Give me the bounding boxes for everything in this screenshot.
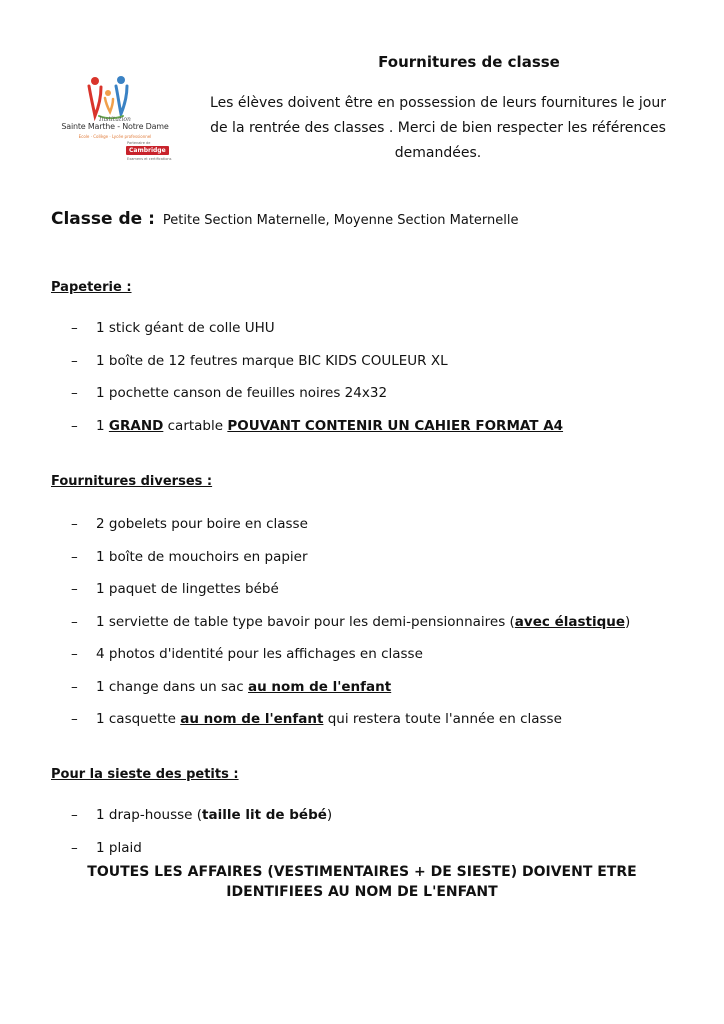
section-papeterie: [51, 278, 563, 448]
list-item: [51, 677, 630, 710]
item-text: ): [625, 613, 631, 630]
supply-list: [51, 318, 563, 448]
section-sieste: [51, 765, 332, 870]
intro-line: demandées.: [394, 145, 482, 161]
item-text: 1 boîte de mouchoirs en papier: [96, 548, 308, 565]
list-item: [51, 383, 563, 416]
logo-tagline: Ecole · Collège · Lycée professionnel: [78, 134, 152, 139]
dash-bullet: –: [71, 417, 78, 434]
list-item: [51, 644, 630, 677]
list-item: [51, 547, 630, 580]
dash-bullet: –: [71, 807, 78, 823]
class-value: Petite Section Maternelle, Moyenne Section Maternelle: [162, 213, 519, 228]
item-text: 1 boîte de 12 feutres marque BIC KIDS COULEUR XL: [96, 352, 448, 369]
dash-bullet: –: [71, 613, 78, 630]
item-emphasis: au nom de l'enfant: [248, 678, 392, 695]
intro-line: de la rentrée des classes . Merci de bien respecter les références: [210, 120, 666, 136]
item-text: 1 pochette canson de feuilles noires 24x32: [96, 385, 388, 401]
page-title: Fournitures de classe: [378, 53, 560, 71]
dash-bullet: –: [71, 581, 78, 597]
item-text: 1 serviette de table type bavoir pour les demi-pensionnaires (: [96, 613, 515, 630]
footer-notice: [60, 862, 664, 902]
dash-bullet: –: [71, 678, 78, 695]
logo-script-text: Institution: [99, 116, 131, 122]
footer-line: IDENTIFIEES AU NOM DE L'ENFANT: [226, 884, 498, 900]
item-text: 1 casquette: [96, 711, 181, 727]
item-emphasis: avec élastique: [514, 613, 626, 630]
dash-bullet: –: [71, 516, 78, 532]
item-text: 1 paquet de lingettes bébé: [96, 581, 279, 597]
intro-line: Les élèves doivent être en possession de leurs fournitures le jour: [210, 95, 666, 111]
class-line: [51, 209, 519, 229]
item-text: 1 change dans un sac: [96, 678, 249, 695]
item-emphasis: GRAND: [108, 417, 164, 434]
supply-list: [51, 514, 630, 742]
list-item: [51, 612, 630, 645]
section-heading: Fournitures diverses :: [51, 474, 213, 489]
item-bold: taille lit de bébé: [202, 807, 327, 823]
school-logo: [55, 72, 175, 168]
section-heading: Pour la sieste des petits :: [51, 767, 239, 782]
list-item: [51, 351, 563, 384]
list-item: [51, 514, 630, 547]
item-text: ): [326, 807, 333, 823]
list-item: [51, 709, 630, 742]
item-text: qui restera toute l'année en classe: [323, 711, 562, 727]
dash-bullet: –: [71, 320, 78, 336]
list-item: [51, 805, 332, 838]
item-text: 1: [96, 417, 109, 434]
item-text: 1 drap-housse (: [96, 807, 203, 823]
list-item: [51, 318, 563, 351]
cambridge-badge: Cambridge: [126, 146, 169, 155]
dash-bullet: –: [71, 548, 78, 565]
item-emphasis: POUVANT CONTENIR UN CAHIER FORMAT A4: [227, 417, 564, 434]
list-item: [51, 579, 630, 612]
supply-list: [51, 805, 332, 870]
logo-partner-label: Partenaire de: [127, 141, 151, 145]
item-emphasis: au nom de l'enfant: [180, 711, 324, 727]
class-label: Classe de :: [51, 209, 155, 229]
item-text: 1 plaid: [96, 839, 142, 856]
item-text: cartable: [163, 417, 228, 434]
dash-bullet: –: [71, 385, 78, 401]
list-item: [51, 416, 563, 449]
section-heading: Papeterie :: [51, 280, 132, 295]
logo-partner-subtitle: Examens et certifications: [127, 157, 172, 161]
section-fournitures-diverses: [51, 472, 630, 742]
dash-bullet: –: [71, 646, 78, 662]
item-text: 2 gobelets pour boire en classe: [96, 516, 308, 532]
item-text: 4 photos d'identité pour les affichages en classe: [96, 646, 423, 662]
logo-school-name: Sainte Marthe - Notre Dame: [61, 122, 169, 131]
dash-bullet: –: [71, 711, 78, 727]
footer-line: TOUTES LES AFFAIRES (VESTIMENTAIRES + DE SIESTE) DOIVENT ETRE: [87, 864, 637, 880]
family-figures-icon: [55, 72, 175, 122]
dash-bullet: –: [71, 352, 78, 369]
dash-bullet: –: [71, 839, 78, 856]
item-text: 1 stick géant de colle UHU: [96, 320, 275, 336]
intro-paragraph: [200, 91, 676, 166]
